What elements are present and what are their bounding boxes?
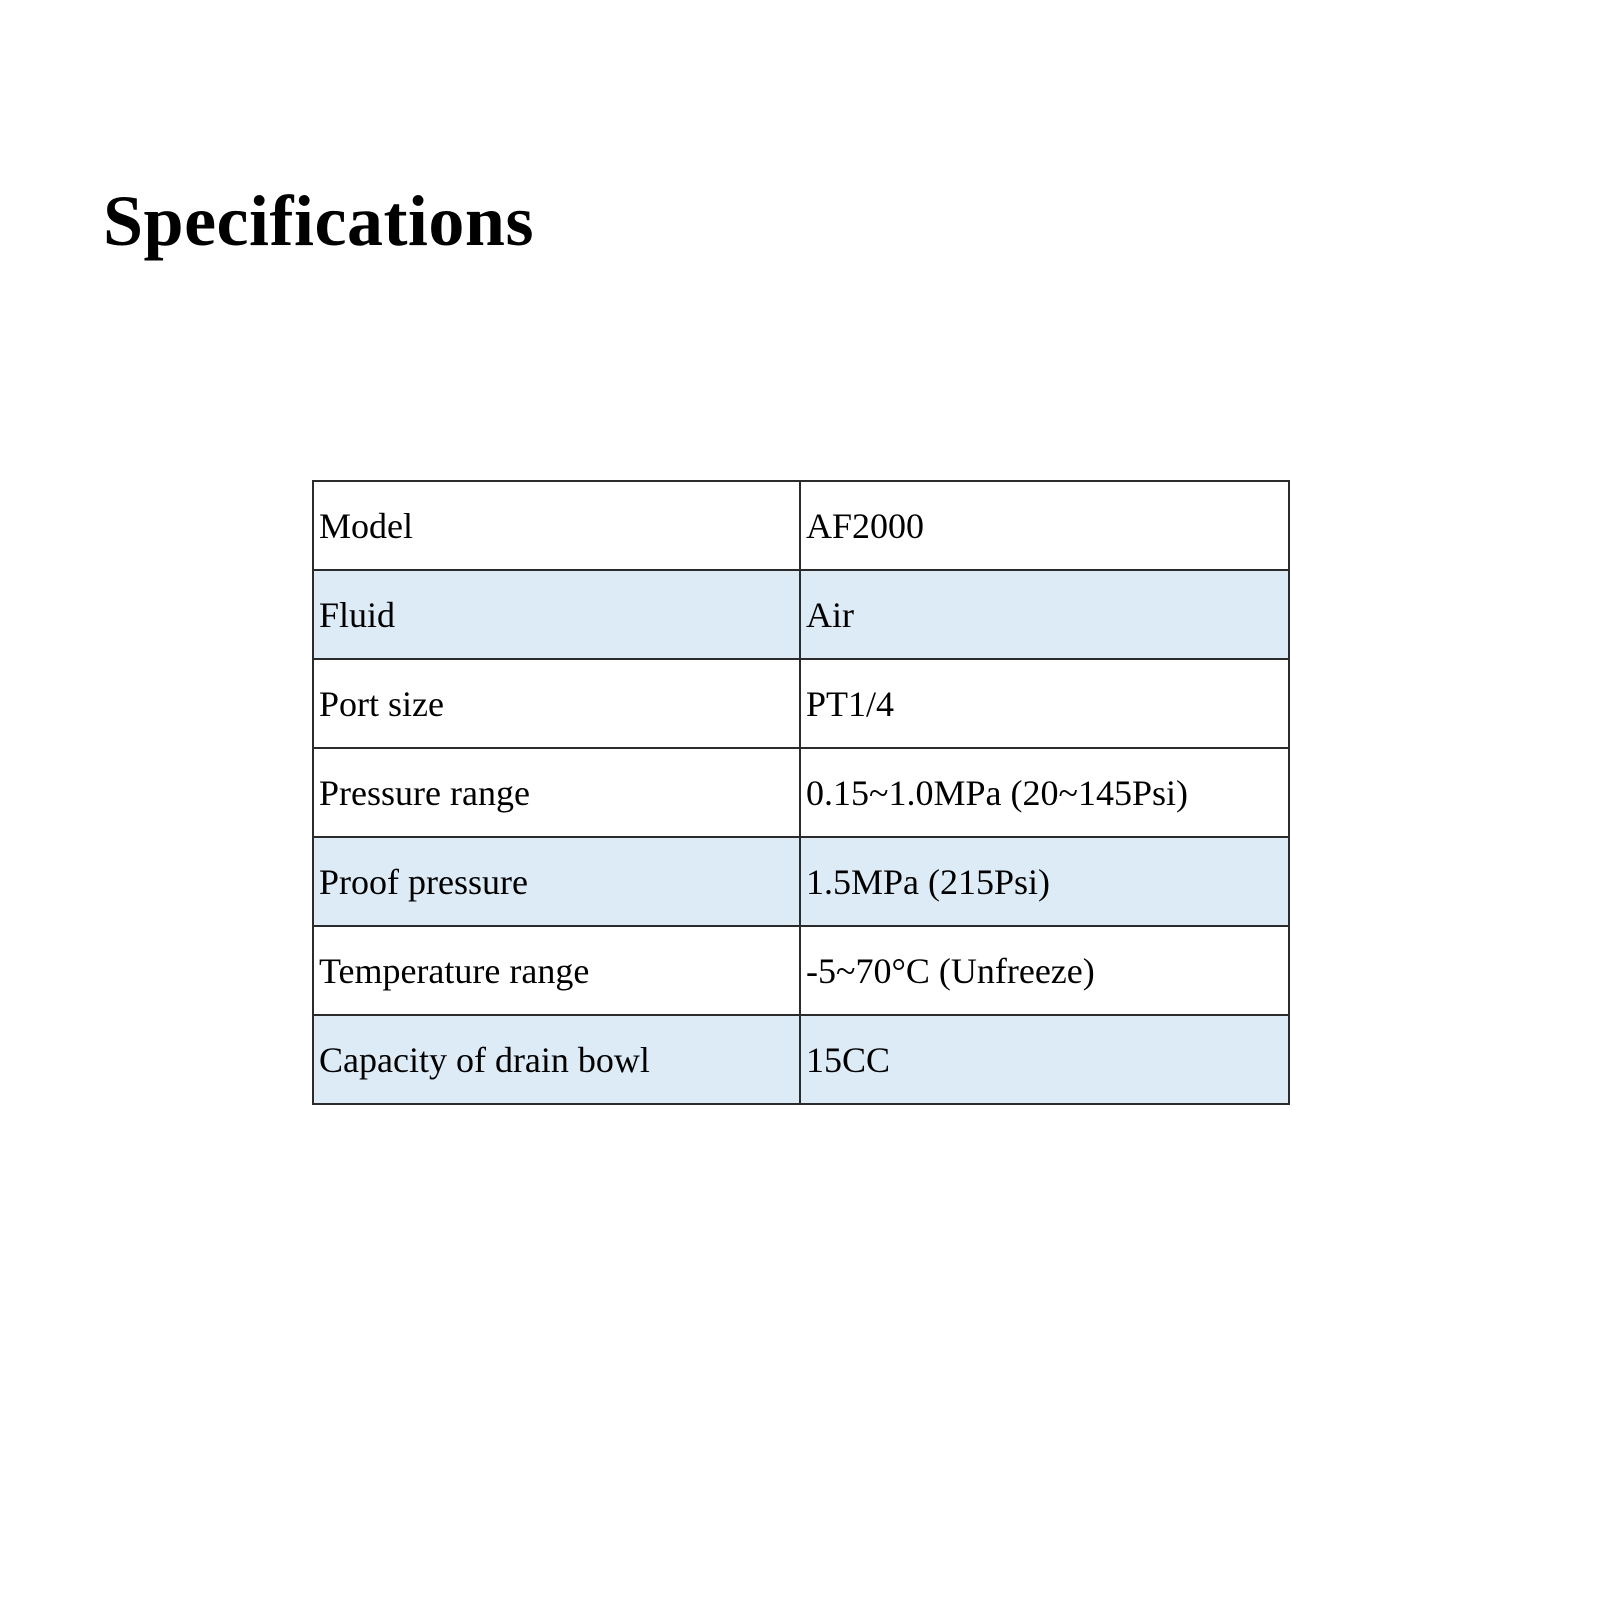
page-title: Specifications xyxy=(103,181,534,261)
spec-label: Capacity of drain bowl xyxy=(313,1015,800,1104)
spec-label: Fluid xyxy=(313,570,800,659)
specifications-table xyxy=(312,480,1290,1105)
spec-label: Port size xyxy=(313,659,800,748)
spec-label: Temperature range xyxy=(313,926,800,1015)
table-row xyxy=(313,1015,1289,1104)
spec-value: 0.15~1.0MPa (20~145Psi) xyxy=(800,748,1289,837)
spec-value: AF2000 xyxy=(800,481,1289,570)
spec-label: Pressure range xyxy=(313,748,800,837)
table-row xyxy=(313,926,1289,1015)
spec-value: -5~70°C (Unfreeze) xyxy=(800,926,1289,1015)
table-row xyxy=(313,837,1289,926)
spec-label: Proof pressure xyxy=(313,837,800,926)
spec-value: PT1/4 xyxy=(800,659,1289,748)
spec-label: Model xyxy=(313,481,800,570)
table-row xyxy=(313,570,1289,659)
table-row xyxy=(313,481,1289,570)
spec-value: Air xyxy=(800,570,1289,659)
spec-value: 15CC xyxy=(800,1015,1289,1104)
table-row xyxy=(313,659,1289,748)
table-row xyxy=(313,748,1289,837)
spec-value: 1.5MPa (215Psi) xyxy=(800,837,1289,926)
